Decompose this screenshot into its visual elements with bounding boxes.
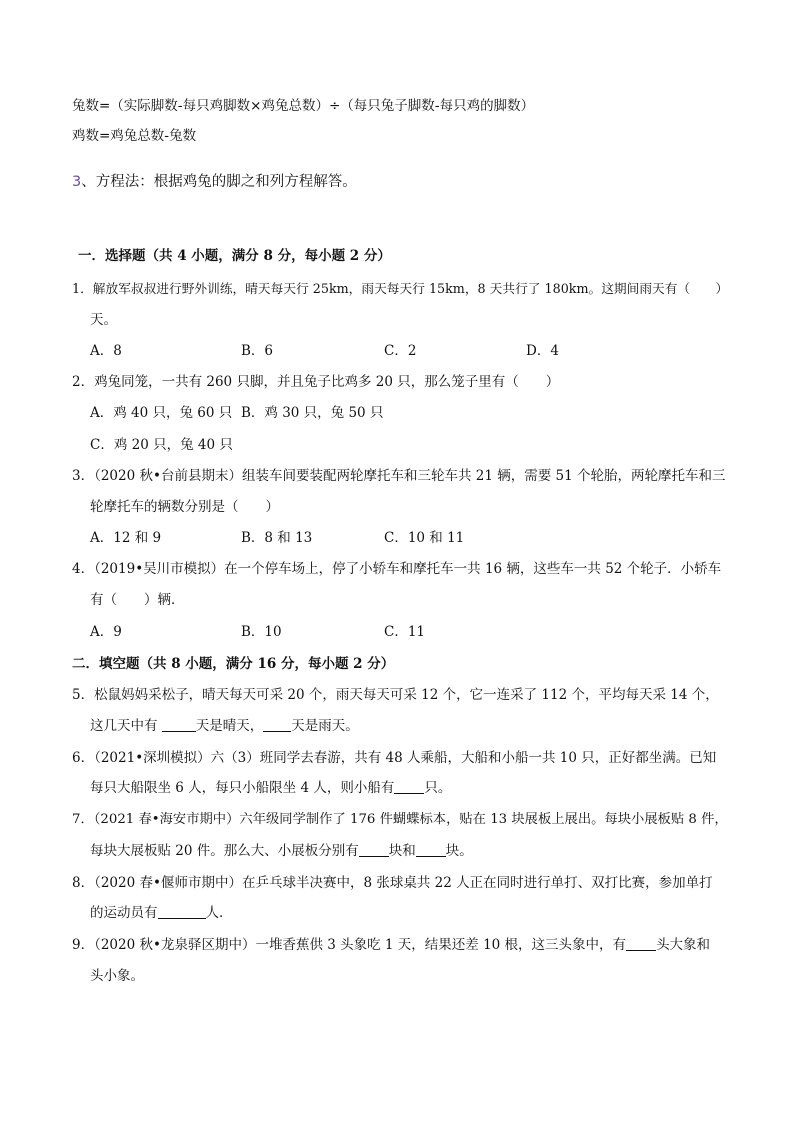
question-3-line-1: 3．（2020 秋•台前县期末）组装车间要装配两轮摩托车和三轮车共 21 辆，需要 51 个轮胎，两轮摩托车和三 [72, 468, 726, 484]
question-6-line-1: 6．（2021•深圳模拟）六（3）班同学去春游，共有 48 人乘船，大船和小船一共 10 只，正好都坐满。已知 [72, 750, 717, 766]
q9-text-a: 9．（2020 秋•龙泉驿区期中）一堆香蕉供 3 头象吃 1 天，结果还差 10 根，这三头象中，有 [72, 937, 627, 953]
question-8-line-2 [90, 903, 233, 923]
q4-option-c: C．11 [384, 624, 426, 640]
q4-option-a: A．9 [90, 624, 122, 640]
q3-option-b: B．8 和 13 [241, 530, 313, 546]
q5-text-b: 天是晴天， [195, 718, 264, 734]
q5-text-a: 这几天中有 [90, 718, 162, 734]
question-7-line-1: 7．（2021 春•海安市期中）六年级同学制作了 176 件蝴蝶标本，贴在 13 块展板上展出。每块小展板贴 8 件， [72, 812, 728, 827]
question-3-line-2: 轮摩托车的辆数分别是（ ） [90, 499, 279, 515]
method-text: 、方程法：根据鸡兔的脚之和列方程解答。 [81, 174, 357, 190]
q7-text-b: 块和 [388, 843, 416, 859]
question-4-line-2: 有（ ）辆． [90, 592, 185, 608]
q6-text-b: 只。 [424, 780, 452, 796]
question-1-line-2: 天。 [90, 312, 117, 328]
section-choice-title: 一．选择题（共 4 小题，满分 8 分，每小题 2 分） [78, 248, 391, 264]
question-2-line-1: 2．鸡兔同笼，一共有 260 只脚，并且兔子比鸡多 20 只，那么笼子里有（ ） [72, 374, 560, 390]
q3-option-c: C．10 和 11 [384, 530, 465, 546]
method-number: 3 [72, 174, 82, 190]
question-4-line-1: 4．（2019•吴川市模拟）在一个停车场上，停了小轿车和摩托车一共 16 辆，这些车一共 52 个轮子．小轿车 [72, 561, 722, 577]
q8-text-a: 的运动员有 [90, 905, 158, 921]
q1-option-b: B．6 [241, 343, 274, 359]
q5-blank-sunny[interactable] [162, 717, 196, 732]
q2-option-a: A．鸡 40 只，兔 60 只 [90, 405, 233, 421]
q4-option-b: B．10 [241, 624, 282, 640]
q1-option-c: C．2 [384, 343, 417, 359]
question-5-line-2 [90, 716, 359, 736]
question-7-line-2 [90, 841, 473, 861]
q3-option-a: A．12 和 9 [90, 530, 162, 546]
q6-text-a: 每只大船限坐 6 人，每只小船限坐 4 人，则小船有 [90, 780, 395, 796]
q2-option-c: C．鸡 20 只，兔 40 只 [90, 437, 233, 453]
question-5-line-1: 5．松鼠妈妈采松子，晴天每天可采 20 个，雨天每天可采 12 个，它一连采了 112 个，平均每天采 14 个， [72, 687, 719, 703]
question-8-line-1: 8．（2020 春•偃师市期中）在乒乓球半决赛中，8 张球桌共 22 人正在同时进行单打、双打比赛，参加单打 [72, 875, 713, 891]
q7-blank-large[interactable] [359, 842, 389, 857]
question-1-line-1: 1．解放军叔叔进行野外训练，晴天每天行 25km，雨天每天行 15km，8 天共行了 180km。这期间雨天有（ ） [72, 281, 729, 296]
q8-blank-singles[interactable] [158, 904, 206, 919]
question-9-line-2: 头小象。 [90, 968, 144, 984]
q7-text-a: 每块大展板贴 20 件。那么大、小展板分别有 [90, 843, 359, 859]
q7-text-c: 块。 [445, 843, 473, 859]
q1-option-d: D．4 [526, 343, 559, 359]
formula-chicken: 鸡数=鸡兔总数-兔数 [72, 128, 197, 144]
q5-blank-rainy[interactable] [263, 717, 291, 732]
q2-option-b: B．鸡 30 只，兔 50 只 [241, 405, 384, 421]
q6-blank-small-boats[interactable] [394, 779, 424, 794]
question-6-line-2 [90, 778, 451, 798]
q1-option-a: A．8 [90, 343, 122, 359]
q9-text-b: 头大象和 [656, 937, 711, 953]
q7-blank-small[interactable] [416, 842, 446, 857]
q9-blank-big-elephants[interactable] [626, 936, 656, 951]
question-9-line-1 [72, 935, 710, 955]
section-fill-title: 二．填空题（共 8 小题，满分 16 分，每小题 2 分） [72, 656, 395, 672]
q5-text-c: 天是雨天。 [291, 718, 359, 734]
formula-rabbit: 兔数=（实际脚数-每只鸡脚数×鸡兔总数）÷（每只兔子脚数-每只鸡的脚数） [72, 98, 535, 114]
method-3 [72, 172, 357, 192]
q8-text-b: 人． [205, 905, 233, 921]
